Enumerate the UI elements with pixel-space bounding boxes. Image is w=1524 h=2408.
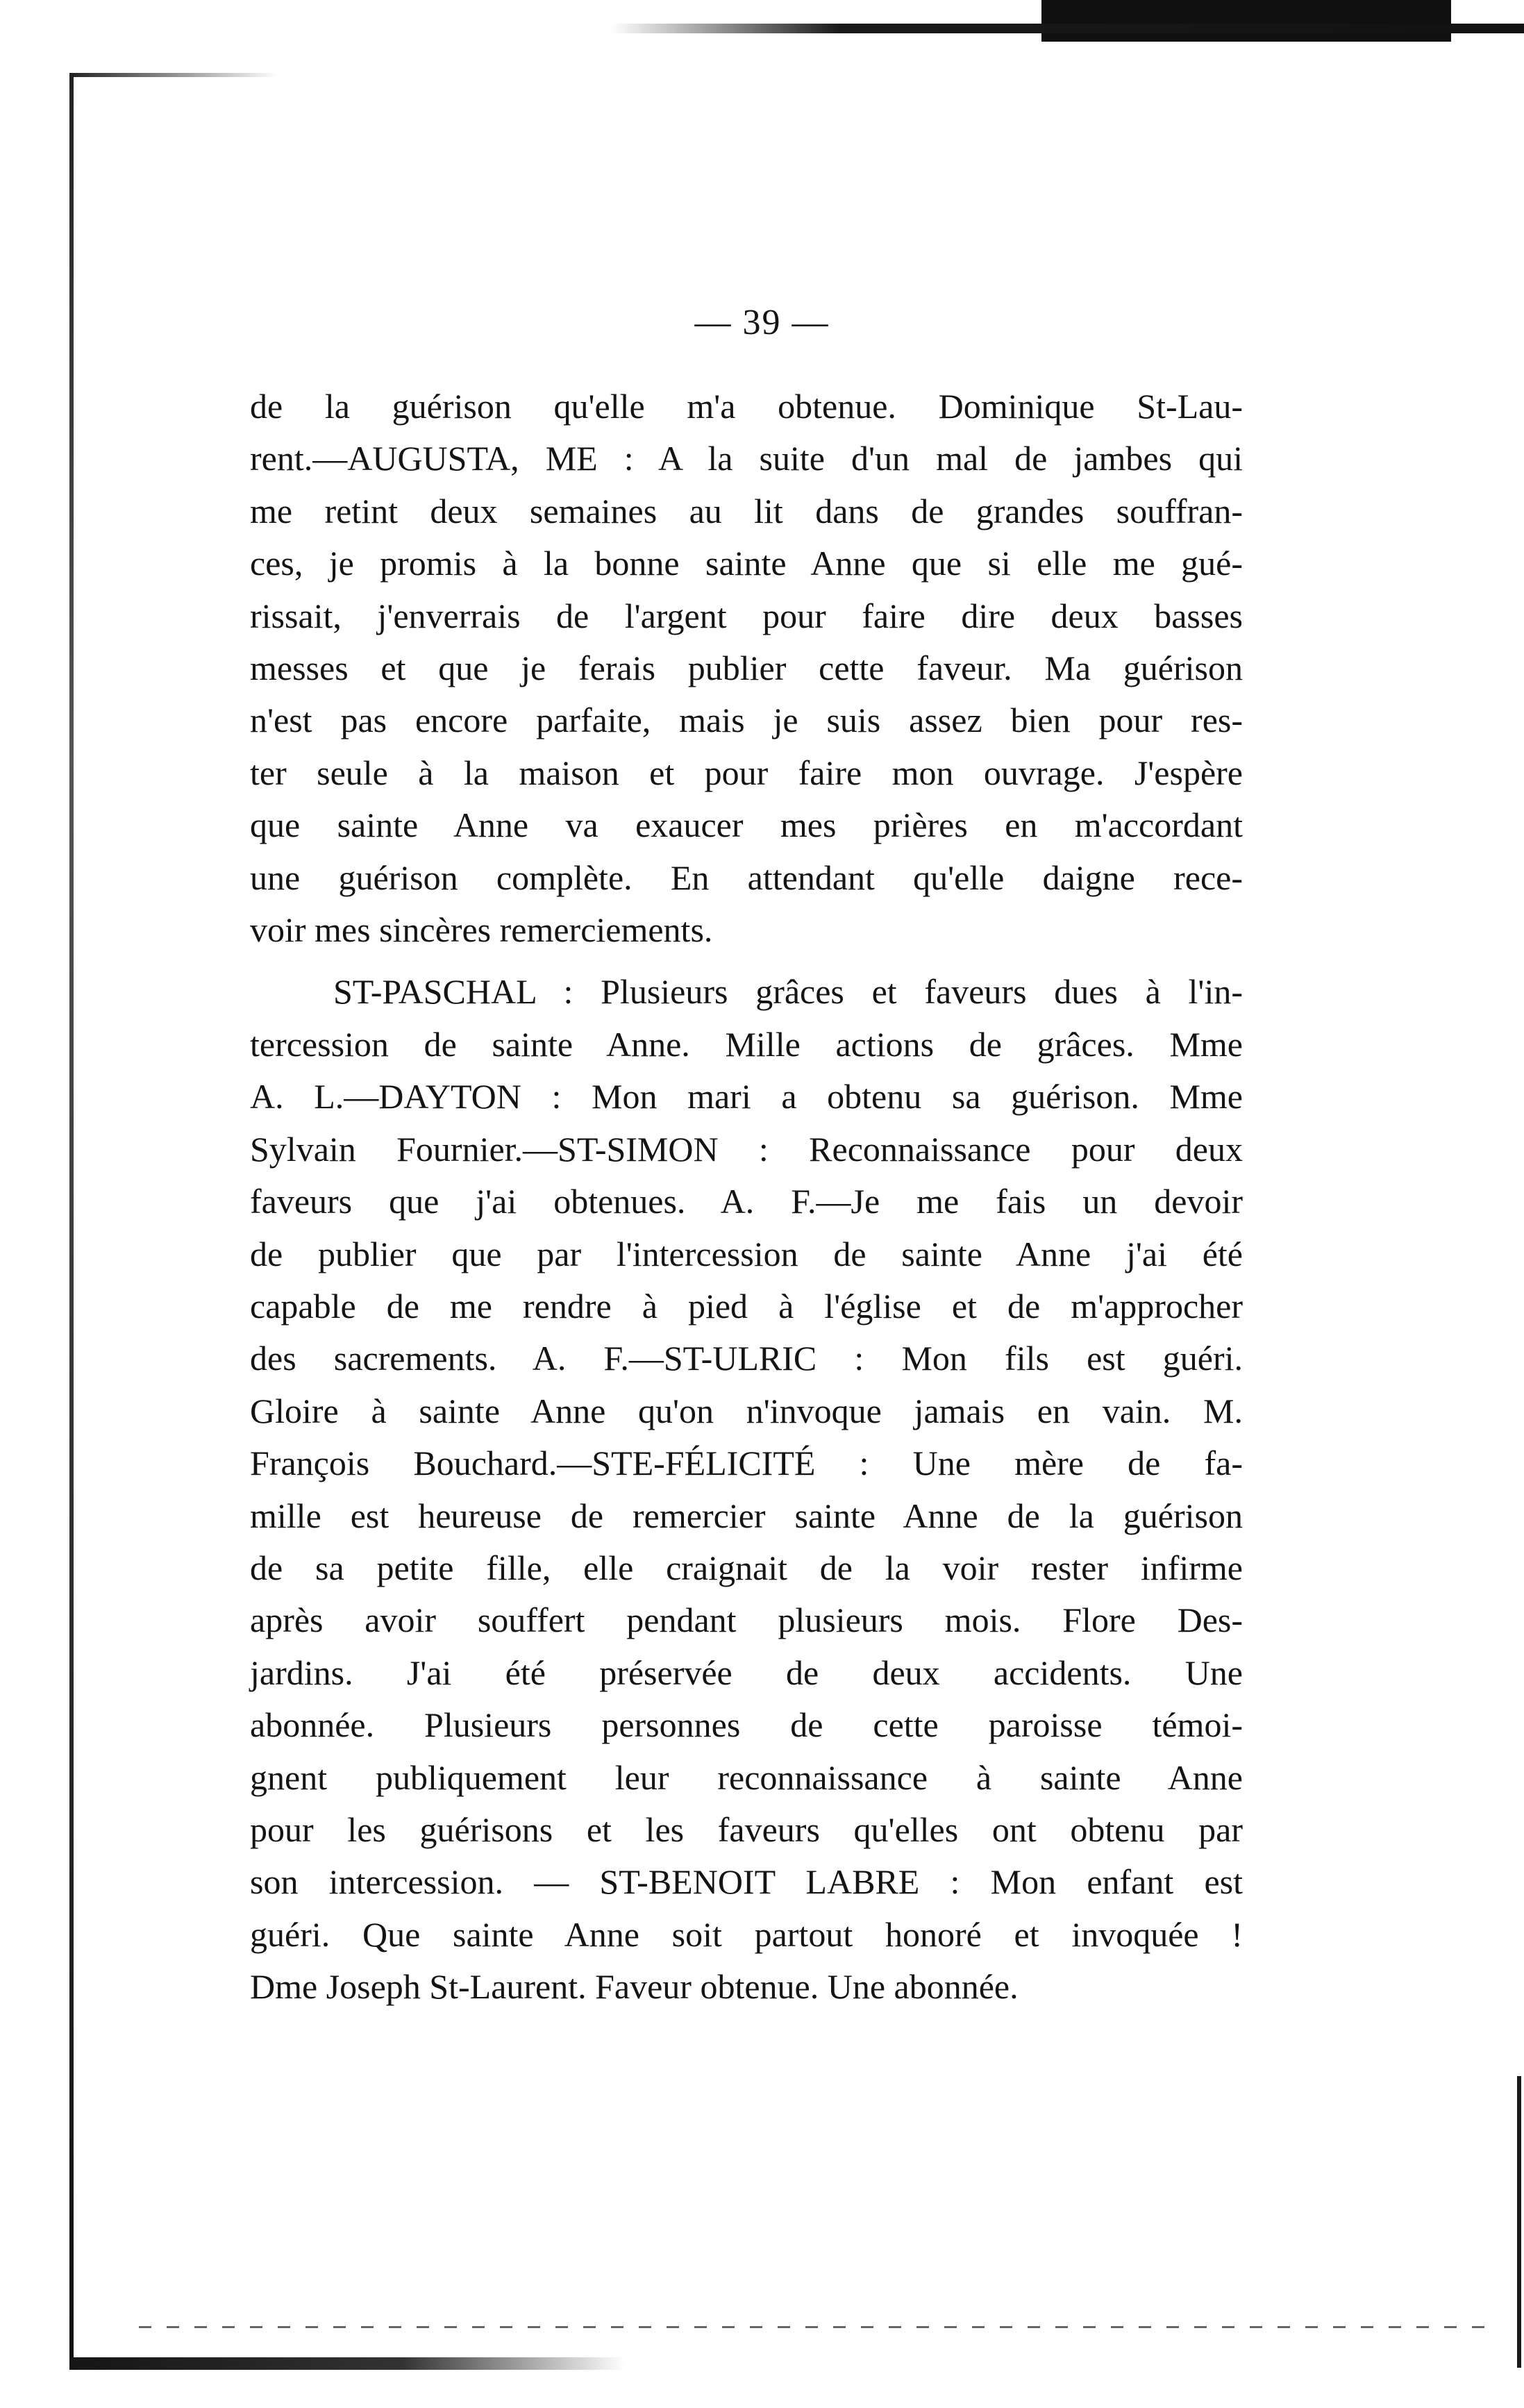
body-text xyxy=(250,381,1243,2014)
scan-border-right xyxy=(1517,2076,1521,2368)
text-line: Gloire à sainte Anne qu'on n'invoque jamais en vain. M. xyxy=(250,1391,1243,1430)
text-line: ter seule à la maison et pour faire mon ouvrage. J'espère xyxy=(250,753,1243,792)
text-line: tercession de sainte Anne. Mille actions de grâces. Mme xyxy=(250,1024,1243,1064)
scan-border-top-rule xyxy=(611,24,1524,33)
text-line: capable de me rendre à pied à l'église et de m'approcher xyxy=(250,1286,1243,1326)
text-line: de sa petite fille, elle craignait de la voir rester infirme xyxy=(250,1548,1243,1587)
scan-border-bottom-dashes xyxy=(139,2326,1493,2328)
text-line: gnent publiquement leur reconnaissance à sainte Anne xyxy=(250,1757,1243,1797)
scan-border-top xyxy=(1041,0,1451,42)
text-line: n'est pas encore parfaite, mais je suis assez bien pour res- xyxy=(250,701,1243,740)
scan-border-left-top xyxy=(69,73,278,77)
text-line: guéri. Que sainte Anne soit partout honoré et invoquée ! xyxy=(250,1914,1243,1954)
text-line: ST-PASCHAL : Plusieurs grâces et faveurs dues à l'in- xyxy=(333,972,1243,1012)
text-line: ces, je promis à la bonne sainte Anne que si elle me gué- xyxy=(250,544,1243,583)
scan-border-bottom xyxy=(69,2357,625,2370)
text-line: rent.—AUGUSTA, ME : A la suite d'un mal de jambes qui xyxy=(250,439,1243,478)
text-line: Dme Joseph St-Laurent. Faveur obtenue. Une abonnée. xyxy=(250,1967,1019,2007)
text-line: après avoir souffert pendant plusieurs mois. Flore Des- xyxy=(250,1600,1243,1640)
text-line: de publier que par l'intercession de sainte Anne j'ai été xyxy=(250,1234,1243,1273)
text-line: Sylvain Fournier.—ST-SIMON : Reconnaissance pour deux xyxy=(250,1129,1243,1169)
text-line: A. L.—DAYTON : Mon mari a obtenu sa guérison. Mme xyxy=(250,1077,1243,1117)
text-line: abonnée. Plusieurs personnes de cette paroisse témoi- xyxy=(250,1705,1243,1745)
paragraph-2 xyxy=(250,966,1243,2013)
page-number: — 39 — xyxy=(694,303,830,342)
text-line: me retint deux semaines au lit dans de grandes souffran- xyxy=(250,491,1243,530)
text-line: rissait, j'enverrais de l'argent pour faire dire deux basses xyxy=(250,596,1243,635)
paragraph-gap xyxy=(250,956,1243,966)
text-line: pour les guérisons et les faveurs qu'elles ont obtenu par xyxy=(250,1809,1243,1849)
text-line: messes et que je ferais publier cette faveur. Ma guérison xyxy=(250,649,1243,688)
text-line: une guérison complète. En attendant qu'elle daigne rece- xyxy=(250,858,1243,897)
text-line: jardins. J'ai été préservée de deux accidents. Une xyxy=(250,1653,1243,1692)
text-line: des sacrements. A. F.—ST-ULRIC : Mon fils est guéri. xyxy=(250,1339,1243,1378)
text-line: de la guérison qu'elle m'a obtenue. Dominique St-Lau- xyxy=(250,387,1243,426)
text-line: François Bouchard.—STE-FÉLICITÉ : Une mère de fa- xyxy=(250,1444,1243,1483)
text-line: que sainte Anne va exaucer mes prières en m'accordant xyxy=(250,805,1243,845)
text-line: faveurs que j'ai obtenues. A. F.—Je me fais un devoir xyxy=(250,1182,1243,1221)
scan-border-left xyxy=(69,73,74,2364)
text-line: voir mes sincères remerciements. xyxy=(250,910,713,950)
text-line: mille est heureuse de remercier sainte Anne de la guérison xyxy=(250,1496,1243,1535)
paragraph-1 xyxy=(250,381,1243,956)
text-line: son intercession. — ST-BENOIT LABRE : Mon enfant est xyxy=(250,1862,1243,1902)
